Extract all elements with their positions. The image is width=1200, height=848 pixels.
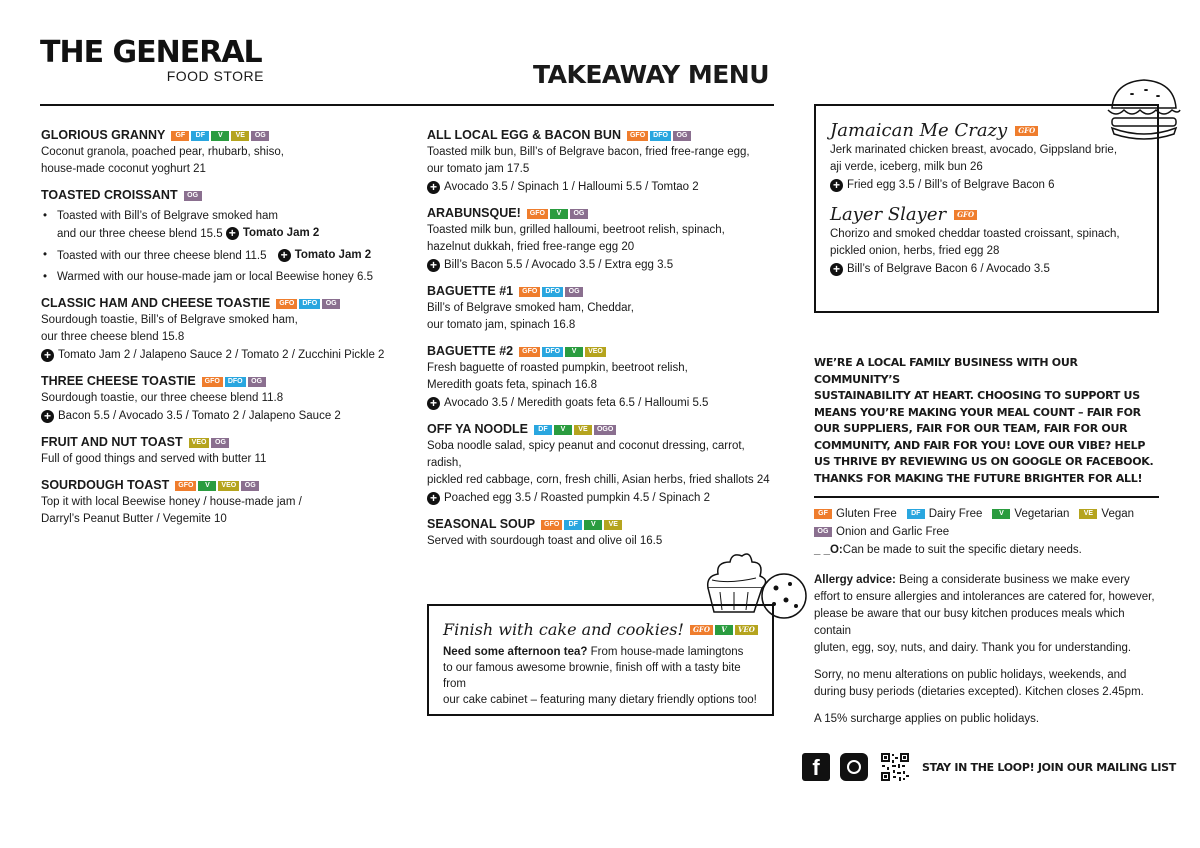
menu-column-1	[41, 127, 401, 537]
logo-line-2: FOOD STORE	[166, 68, 264, 84]
dietary-tag-veo: VEO	[585, 347, 606, 357]
dietary-tag-dfo: DFO	[225, 377, 246, 387]
croissant-options	[41, 208, 401, 286]
item-description: Chorizo and smoked cheddar toasted croissant, spinach,	[830, 228, 1120, 240]
dietary-tags	[534, 425, 616, 435]
item-extras: + Bill’s Bacon 5.5 / Avocado 3.5 / Extra egg 3.5	[427, 256, 777, 274]
dietary-tag-gfo: GFO	[175, 481, 196, 491]
item-name: ALL LOCAL EGG & BACON BUN	[427, 128, 621, 142]
page-title: TAKEAWAY MENU	[533, 60, 770, 89]
community-statement: WE’RE A LOCAL FAMILY BUSINESS WITH OUR COMMUNITY’S SUSTAINABILITY AT HEART. CHOOSING TO SUPPORT US MEANS YOU’RE MAKING YOUR MEAL COUNT – FAIR FOR OUR SUPPLIERS, FAIR FOR OUR TEAM, FAIR FOR OUR COMMUNITY, AND FAIR FOR YOU! LOVE OUR VIBE? HELP US THRIVE BY REVIEWING US ON GOOGLE OR FACEBOOK. THANKS FOR MAKING THE FUTURE BRIGHTER FOR ALL!	[814, 356, 1154, 485]
plus-icon: +	[830, 179, 843, 192]
dietary-tag-dfo: DFO	[650, 131, 671, 141]
dietary-legend	[814, 505, 1164, 559]
menu-item-arabunsque	[427, 205, 777, 274]
item-description: Toasted milk bun, Bill’s of Belgrave bacon, fried free-range egg,	[427, 146, 750, 158]
allergy-advice: Allergy advice: Being a considerate business we make every effort to ensure allergies and intolerances are catered for, however, please be aware that our busy kitchen produces meals which contain gluten, egg, soy, nuts, and dairy. Thank you for understanding.	[814, 574, 1155, 654]
dietary-tags	[519, 347, 606, 357]
item-description: our tomato jam, spinach 16.8	[427, 319, 576, 331]
dietary-tag-gfo: GFO	[519, 347, 540, 357]
dietary-tag-og: OG	[251, 131, 269, 141]
list-item: • Toasted with our three cheese blend 11.5 + Tomato Jam 2	[41, 247, 401, 265]
item-description: house-made coconut yoghurt 21	[41, 163, 206, 175]
dietary-tags	[202, 377, 266, 387]
dietary-tag-ve: VE	[604, 520, 622, 530]
cake-title: Finish with cake and cookies!	[443, 620, 684, 639]
dietary-tag-og: OG	[565, 287, 583, 297]
dietary-tag-og: OG	[570, 209, 588, 219]
item-description: Served with sourdough toast and olive oil 16.5	[427, 535, 663, 547]
dietary-tag-og: OG	[211, 438, 229, 448]
dietary-tag-gfo: GFO	[527, 209, 548, 219]
item-extras: + Avocado 3.5 / Meredith goats feta 6.5 / Halloumi 5.5	[427, 394, 777, 412]
plus-icon: +	[427, 397, 440, 410]
dietary-tag-gfo: GFO	[1015, 126, 1038, 136]
item-description: pickled onion, herbs, fried egg 28	[830, 245, 1000, 257]
dietary-tag-ogo: OGO	[594, 425, 616, 435]
dietary-tag-dfo: DFO	[299, 299, 320, 309]
legend-onion-garlic-free: OG Onion and Garlic Free	[814, 523, 949, 541]
dietary-tag-og: OG	[322, 299, 340, 309]
plus-icon: +	[226, 227, 239, 240]
dietary-tag-v: V	[584, 520, 602, 530]
dietary-tag-gf: GF	[171, 131, 189, 141]
menu-item-sourdough-toast	[41, 477, 401, 528]
dietary-tags	[541, 520, 622, 530]
dietary-tag-df: DF	[191, 131, 209, 141]
item-name: SOURDOUGH TOAST	[41, 478, 170, 492]
item-description: our three cheese blend 15.8	[41, 331, 185, 343]
dietary-tags	[627, 131, 691, 141]
dietary-tag-dfo: DFO	[542, 347, 563, 357]
item-extras: + Bill’s of Belgrave Bacon 6 / Avocado 3.5	[830, 260, 1143, 278]
qr-code-icon[interactable]	[880, 752, 910, 782]
store-logo	[40, 35, 270, 84]
header-divider	[40, 104, 774, 106]
community-divider	[814, 496, 1159, 498]
item-description: Bill’s of Belgrave smoked ham, Cheddar,	[427, 302, 634, 314]
menu-item-ham-cheese-toastie	[41, 295, 401, 364]
item-name: TOASTED CROISSANT	[41, 188, 178, 202]
special-layer-slayer	[830, 204, 1143, 278]
dietary-tag-v: V	[565, 347, 583, 357]
item-description: Toasted milk bun, grilled halloumi, beetroot relish, spinach,	[427, 224, 725, 236]
item-description: Fresh baguette of roasted pumpkin, beetroot relish,	[427, 362, 688, 374]
dietary-tag-og: OG	[184, 191, 202, 201]
item-extras: + Poached egg 3.5 / Roasted pumpkin 4.5 / Spinach 2	[427, 489, 777, 507]
dietary-tag-veo: VEO	[218, 481, 239, 491]
menu-item-toasted-croissant	[41, 187, 401, 286]
menu-item-egg-bacon-bun	[427, 127, 777, 196]
item-description: Sourdough toastie, our three cheese blend 11.8	[41, 392, 284, 404]
item-extras: + Tomato Jam 2 / Jalapeno Sauce 2 / Tomato 2 / Zucchini Pickle 2	[41, 346, 401, 364]
dietary-tag-gfo: GFO	[276, 299, 297, 309]
plus-icon: +	[427, 492, 440, 505]
legend-gluten-free: GF Gluten Free	[814, 505, 897, 523]
legend-dairy-free: DF Dairy Free	[907, 505, 983, 523]
item-description: Darryl’s Peanut Butter / Vegemite 10	[41, 513, 227, 525]
dietary-tag-ve: VE	[231, 131, 249, 141]
dietary-tag-df: DF	[534, 425, 552, 435]
social-footer	[802, 752, 1176, 782]
legend-vegetarian: V Vegetarian	[992, 505, 1069, 523]
item-description: Soba noodle salad, spicy peanut and coconut dressing, carrot, radish,	[427, 440, 745, 469]
info-notes	[814, 572, 1162, 738]
cake-description: Need some afternoon tea? From house-made lamingtons to our famous awesome brownie, finish off with a tasty bite from our cake cabinet – featuring many dietary friendly options too!	[443, 646, 757, 706]
dietary-tag-gfo: GFO	[954, 210, 977, 220]
item-name: THREE CHEESE TOASTIE	[41, 374, 196, 388]
item-extras: + Avocado 3.5 / Spinach 1 / Halloumi 5.5 / Tomtao 2	[427, 178, 777, 196]
special-jamaican-me-crazy	[830, 120, 1143, 194]
item-description: Sourdough toastie, Bill’s of Belgrave smoked ham,	[41, 314, 298, 326]
dietary-tag-v: V	[554, 425, 572, 435]
dietary-tag-veo: VEO	[189, 438, 210, 448]
menu-item-off-ya-noodle	[427, 421, 777, 507]
specials-box	[814, 104, 1159, 313]
menu-column-2	[427, 127, 777, 559]
logo-line-1: THE GENERAL	[40, 35, 262, 70]
menu-item-baguette-1	[427, 283, 777, 334]
plus-icon: +	[830, 263, 843, 276]
dietary-tags	[527, 209, 588, 219]
item-name: GLORIOUS GRANNY	[41, 128, 166, 142]
menu-item-glorious-granny	[41, 127, 401, 178]
plus-icon: +	[41, 349, 54, 362]
dietary-tags	[276, 299, 340, 309]
item-description: Top it with local Beewise honey / house-made jam /	[41, 496, 302, 508]
menu-item-baguette-2	[427, 343, 777, 412]
dietary-tag-gfo: GFO	[627, 131, 648, 141]
dietary-tag-v: V	[715, 625, 733, 635]
menu-item-three-cheese-toastie	[41, 373, 401, 425]
dietary-tags	[954, 210, 977, 220]
item-name: SEASONAL SOUP	[427, 517, 536, 531]
dietary-tag-og: OG	[248, 377, 266, 387]
surcharge-note: A 15% surcharge applies on public holidays.	[814, 713, 1040, 725]
dietary-tag-gfo: GFO	[690, 625, 713, 635]
item-description: Coconut granola, poached pear, rhubarb, shiso,	[41, 146, 284, 158]
menu-item-fruit-nut-toast	[41, 434, 401, 468]
menu-item-seasonal-soup	[427, 516, 777, 550]
plus-icon: +	[427, 181, 440, 194]
dietary-tag-gfo: GFO	[541, 520, 562, 530]
dietary-tags	[184, 191, 202, 201]
dietary-tag-v: V	[211, 131, 229, 141]
dietary-tags	[1015, 126, 1038, 136]
facebook-icon[interactable]: f	[802, 753, 830, 781]
item-description: our tomato jam 17.5	[427, 163, 530, 175]
item-description: Full of good things and served with butter 11	[41, 453, 267, 465]
item-name: OFF YA NOODLE	[427, 422, 528, 436]
item-name: BAGUETTE #2	[427, 344, 514, 358]
alterations-note: Sorry, no menu alterations on public holidays, weekends, and during busy periods (dietaries excepted). Kitchen closes 2.45pm.	[814, 669, 1144, 698]
legend-o-suffix-note: _ _O: Can be made to suit the specific dietary needs.	[814, 544, 1082, 556]
item-description: pickled red cabbage, corn, fresh chilli, Asian herbs, fried shallots 24	[427, 474, 770, 486]
dietary-tags	[171, 131, 269, 141]
instagram-icon[interactable]	[840, 753, 868, 781]
list-item: • Warmed with our house-made jam or local Beewise honey 6.5	[41, 269, 401, 286]
dietary-tag-gfo: GFO	[519, 287, 540, 297]
item-name: BAGUETTE #1	[427, 284, 514, 298]
dietary-tag-og: OG	[673, 131, 691, 141]
plus-icon: +	[427, 259, 440, 272]
dietary-tag-dfo: DFO	[542, 287, 563, 297]
list-item: • Toasted with Bill’s of Belgrave smoked ham and our three cheese blend 15.5 + Tomato Jam 2	[41, 208, 401, 243]
plus-icon: +	[278, 249, 291, 262]
dietary-tag-ve: VE	[574, 425, 592, 435]
mailing-list-link[interactable]: STAY IN THE LOOP! JOIN OUR MAILING LIST	[922, 760, 1176, 774]
dietary-tags	[519, 287, 583, 297]
special-name: Layer Slayer	[830, 204, 947, 225]
dietary-tag-og: OG	[241, 481, 259, 491]
legend-vegan: VE Vegan	[1079, 505, 1134, 523]
item-extras: + Bacon 5.5 / Avocado 3.5 / Tomato 2 / Jalapeno Sauce 2	[41, 407, 401, 425]
dietary-tags	[175, 481, 259, 491]
dietary-tags	[690, 625, 758, 635]
cake-cookies-box	[427, 604, 774, 716]
dietary-tag-v: V	[198, 481, 216, 491]
item-description: aji verde, iceberg, milk bun 26	[830, 161, 983, 173]
item-description: Jerk marinated chicken breast, avocado, Gippsland brie,	[830, 144, 1118, 156]
plus-icon: +	[41, 410, 54, 423]
item-extras: + Fried egg 3.5 / Bill’s of Belgrave Bacon 6	[830, 176, 1143, 194]
item-name: CLASSIC HAM AND CHEESE TOASTIE	[41, 296, 271, 310]
dietary-tag-v: V	[550, 209, 568, 219]
dietary-tags	[189, 438, 230, 448]
item-description: hazelnut dukkah, fried free-range egg 20	[427, 241, 635, 253]
item-name: FRUIT AND NUT TOAST	[41, 435, 183, 449]
dietary-tag-df: DF	[564, 520, 582, 530]
dietary-tag-gfo: GFO	[202, 377, 223, 387]
item-description: Meredith goats feta, spinach 16.8	[427, 379, 598, 391]
dietary-tag-veo: VEO	[735, 625, 758, 635]
item-name: ARABUNSQUE!	[427, 206, 521, 220]
special-name: Jamaican Me Crazy	[830, 120, 1008, 141]
